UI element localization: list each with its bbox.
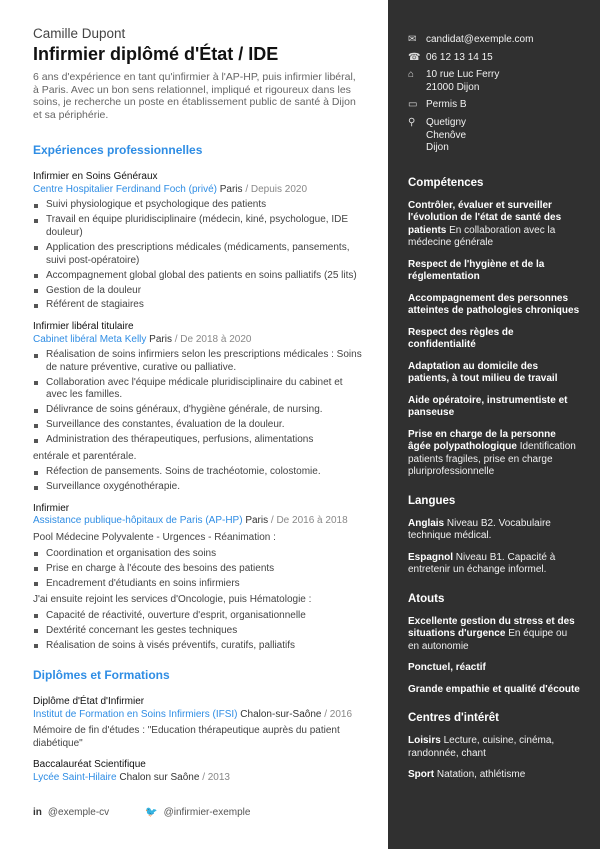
job-tasks (33, 349, 364, 447)
list-item: Surveillance oxygénothérapie. (33, 481, 364, 494)
skills-heading: Compétences (408, 176, 484, 189)
phone-icon: ☎ (408, 51, 421, 63)
language-item: Espagnol Niveau B1. Capacité à entretenir un échange informel. (408, 551, 556, 576)
twitter-handle: @infirmier-exemple (163, 807, 251, 818)
school-link[interactable]: Institut de Formation en Soins Infirmiers (IFSI) (33, 708, 238, 720)
languages-heading: Langues (408, 494, 456, 507)
list-item: Référent de stagiaires (33, 299, 364, 312)
list-item: Délivrance de soins généraux, d'hygiène générale, de nursing. (33, 404, 364, 417)
job-1 (33, 171, 364, 312)
job-dates: / Depuis 2020 (245, 183, 308, 195)
school-link[interactable]: Lycée Saint-Hilaire (33, 771, 117, 783)
job-city: Paris (245, 515, 269, 527)
job-3 (33, 503, 364, 652)
interest-item: Loisirs Lecture, cuisine, cinéma, randonnée, chant (408, 735, 555, 759)
degree-title: Diplôme d'État d'Infirmier (33, 696, 145, 708)
list-item: Collaboration avec l'équipe médicale pluridisciplinaire du cabinet et avec les familles. (33, 377, 364, 402)
skill-item: Prise en charge de la personne âgée polypathologique Identification patients fragiles, prise en charge pluriprofessionnelle (408, 428, 576, 478)
list-item: Réalisation de soins infirmiers selon les prescriptions médicales : Soins de nature préventive, curative ou palliative. (33, 349, 364, 374)
assets-heading: Atouts (408, 592, 445, 605)
envelope-icon: ✉ (408, 34, 417, 45)
list-item: Travail en équipe pluridisciplinaire (médecin, kiné, psychologue, IDE douleur) (33, 214, 364, 239)
sidebar (388, 0, 600, 849)
skill-item: Accompagnement des personnes atteintes de pathologies chroniques (408, 292, 580, 317)
language-item: Anglais Niveau B2. Vocabulaire technique médical. (408, 517, 551, 542)
candidate-name: Camille Dupont (33, 26, 126, 41)
job-intro: Pool Médecine Polyvalente - Urgences - Réanimation : (33, 531, 276, 543)
experience-heading: Expériences professionnelles (33, 143, 203, 158)
job-tasks (33, 548, 364, 591)
job-dates: / De 2016 à 2018 (270, 515, 348, 527)
job-tasks-continued (33, 610, 364, 653)
skill-item: Aide opératoire, instrumentiste et panseuse (408, 394, 568, 419)
list-item: Réalisation de soins à visés préventifs, curatifs, palliatifs (33, 640, 364, 653)
list-item: Réfection de pansements. Soins de trachéotomie, colostomie. (33, 466, 364, 479)
degree-year: / 2016 (324, 708, 353, 720)
skill-item: Contrôler, évaluer et surveiller l'évolution de l'état de santé des patients En collaboration avec la médecine générale (408, 199, 562, 249)
job-city: Paris (219, 183, 243, 195)
list-item: Accompagnement global global des patients en soins palliatifs (25 lits) (33, 270, 364, 283)
asset-item: Grande empathie et qualité d'écoute (408, 683, 580, 695)
contact-email[interactable]: ✉ candidat@exemple.com (408, 34, 534, 45)
job-title: Infirmier diplômé d'État / IDE (33, 44, 279, 64)
job-dates: / De 2018 à 2020 (174, 333, 252, 345)
profile-summary: 6 ans d'expérience en tant qu'infirmier à l'AP-HP, puis infirmier libéral, à Paris. Avec un bon sens relationnel, impliqué et rigoureux dans les soins, je recherche un poste en établissement public de santé à Dijon et sa périphérie. (33, 71, 356, 121)
degree-year: / 2013 (202, 771, 230, 783)
asset-item: Ponctuel, réactif (408, 662, 486, 674)
employer-link[interactable]: Cabinet libéral Meta Kelly (33, 333, 147, 345)
degree-meta (33, 772, 364, 785)
job-intro-2: J'ai ensuite rejoint les services d'Oncologie, puis Hématologie : (33, 594, 312, 606)
social-links (33, 807, 250, 818)
list-item: Dextérité concernant les gestes techniques (33, 625, 364, 638)
location-pin-icon: ⚲ (408, 116, 416, 128)
linkedin-link[interactable] (33, 807, 109, 818)
skill-item: Respect de l'hygiène et de la réglementation (408, 258, 545, 283)
job-title: Infirmier libéral titulaire (33, 321, 134, 333)
job-title: Infirmier en Soins Généraux (33, 171, 158, 183)
twitter-link[interactable] (145, 807, 250, 818)
interests-heading: Centres d'intérêt (408, 712, 499, 725)
id-card-icon: ▭ (408, 99, 418, 111)
skill-item: Adaptation au domicile des patients, à tout milieu de travail (408, 360, 558, 385)
list-item: Suivi physiologique et psychologique des patients (33, 199, 364, 212)
skill-item: Respect des règles de confidentialité (408, 326, 514, 351)
linkedin-icon: in (33, 807, 42, 818)
school-city: Chalon-sur-Saône (240, 708, 322, 720)
job-tasks (33, 199, 364, 312)
job-note: entérale et parentérale. (33, 450, 137, 462)
interest-item: Sport Natation, athlétisme (408, 769, 526, 781)
employer-link[interactable]: Assistance publique-hôpitaux de Paris (AP-HP) (33, 515, 243, 527)
twitter-icon: 🐦 (145, 807, 158, 818)
school-city: Chalon sur Saône (119, 771, 200, 783)
home-icon: ⌂ (408, 69, 415, 81)
education-item (33, 759, 364, 784)
job-city: Paris (149, 333, 172, 345)
job-meta (33, 334, 364, 347)
list-item: Capacité de réactivité, ouverture d'esprit, organisationnelle (33, 610, 364, 623)
job-meta (33, 184, 364, 197)
contact-phone[interactable]: ☎ 06 12 13 14 15 (408, 51, 493, 63)
contact-license: ▭ Permis B (408, 99, 467, 111)
education-item (33, 696, 364, 750)
asset-item: Excellente gestion du stress et des situations d'urgence En équipe ou en autonomie (408, 615, 575, 652)
linkedin-handle: @exemple-cv (47, 807, 110, 818)
degree-title: Baccalauréat Scientifique (33, 759, 146, 771)
list-item: Encadrement d'étudiants en soins infirmiers (33, 578, 364, 591)
contact-address: ⌂ 10 rue Luc Ferry 21000 Dijon (408, 69, 500, 93)
list-item: Coordination et organisation des soins (33, 548, 364, 561)
degree-meta (33, 709, 364, 722)
job-2 (33, 321, 364, 494)
degree-note: Mémoire de fin d'études : "Education thérapeutique auprès du patient diabétique" (33, 725, 340, 749)
contact-mobility: ⚲ Quetigny Chenôve Dijon (408, 116, 467, 154)
job-title: Infirmier (33, 502, 70, 514)
list-item: Prise en charge à l'écoute des besoins des patients (33, 563, 364, 576)
employer-link[interactable]: Centre Hospitalier Ferdinand Foch (privé) (33, 183, 217, 195)
job-meta (33, 515, 364, 528)
list-item: Gestion de la douleur (33, 285, 364, 298)
list-item: Administration des thérapeutiques, perfusions, alimentations (33, 434, 364, 447)
job-tasks-continued (33, 466, 364, 494)
list-item: Surveillance des constantes, évaluation de la douleur. (33, 419, 364, 432)
education-heading: Diplômes et Formations (33, 668, 170, 683)
list-item: Application des prescriptions médicales (médicaments, pansements, suivi post-opératoire) (33, 242, 364, 267)
